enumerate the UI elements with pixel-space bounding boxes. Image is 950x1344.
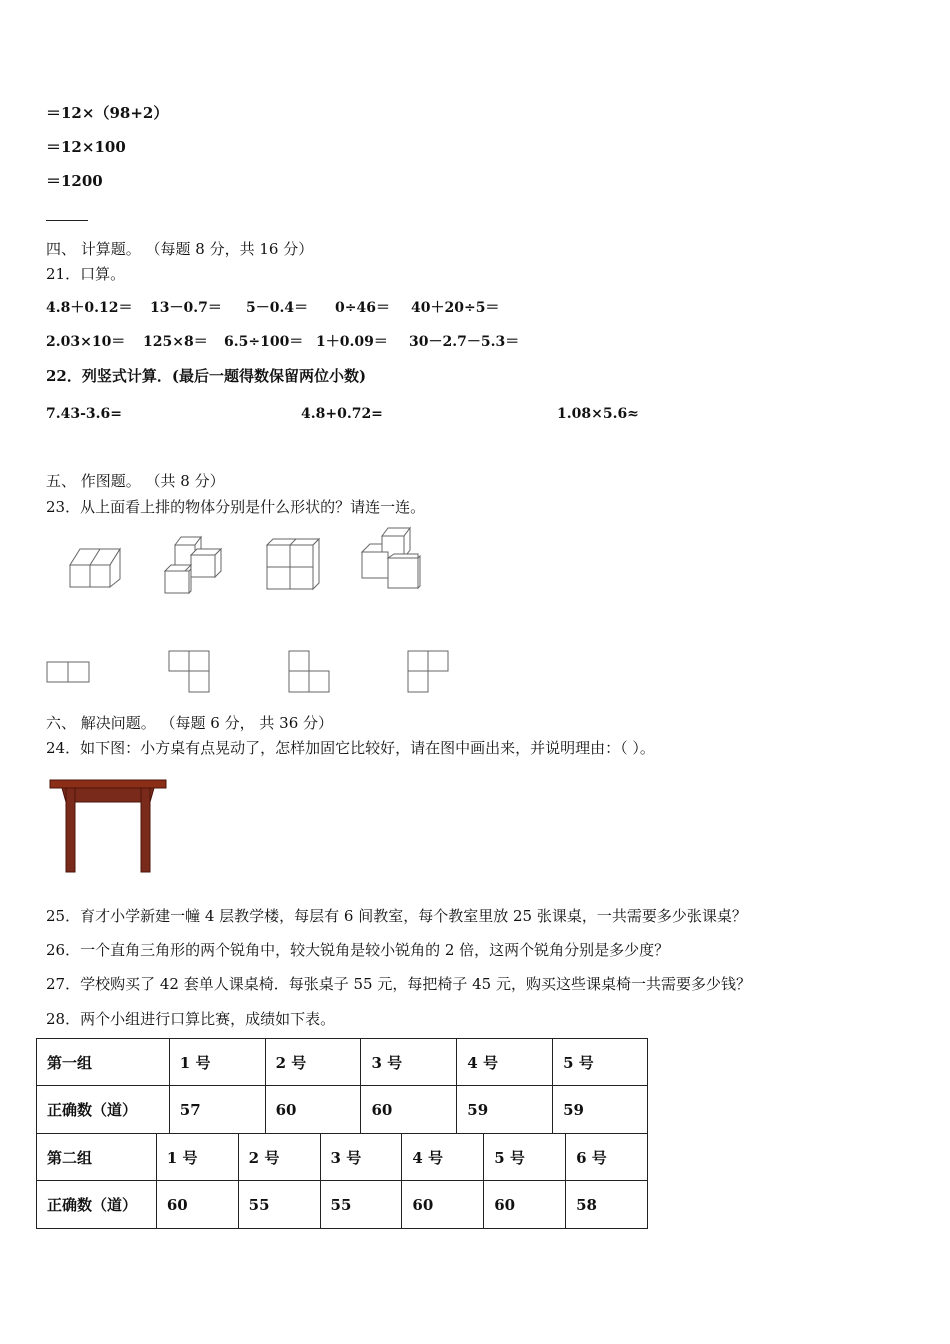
top-view-4 [404,648,452,696]
table-cell: 59 [553,1086,648,1134]
q28-text: 28．两个小组进行口算比赛，成绩如下表。 [46,1010,336,1028]
cube-figure-3 [263,535,321,593]
table-cell: 60 [484,1181,566,1229]
q21-item: 5－0.4＝ [246,300,309,316]
cube-figure-2 [161,533,225,595]
q22-item: 7.43-3.6= [46,406,122,422]
table-cell: 正确数（道） [37,1181,157,1229]
table-cell: 1 号 [169,1039,265,1086]
q21-item: 13－0.7＝ [150,300,222,316]
q21-item: 125×8＝ [143,334,208,350]
table-cell: 6 号 [566,1134,648,1181]
q25-text: 25．育才小学新建一幢 4 层教学楼，每层有 6 间教室，每个教室里放 25 张课桌，一共需要多少张课桌？ [46,907,747,925]
table-cell: 55 [320,1181,402,1229]
section-6-heading: 六、 解决问题。 （每题 6 分， 共 36 分） [46,714,334,732]
top-view-1 [46,660,92,686]
separator-dash [46,220,88,221]
q21-item: 6.5÷100＝ [224,334,304,350]
table-cell: 60 [265,1086,361,1134]
q27-text: 27．学校购买了 42 套单人课桌椅．每张桌子 55 元，每把椅子 45 元，购买这些课桌椅一共需要多少钱？ [46,975,751,993]
q21-item: 40＋20÷5＝ [411,300,500,316]
q22-item: 4.8+0.72= [301,406,383,422]
table-cell: 57 [169,1086,265,1134]
table-cell: 3 号 [320,1134,402,1181]
q21-item: 2.03×10＝ [46,334,126,350]
table-cell: 5 号 [553,1039,648,1086]
table-cell: 4 号 [457,1039,553,1086]
cube-figure-4 [358,526,424,592]
table-cell: 第一组 [37,1039,170,1086]
table-cell: 3 号 [361,1039,457,1086]
table-cell: 59 [457,1086,553,1134]
score-table-group1 [36,1038,648,1134]
wooden-table-image [48,778,170,874]
q21-item: 30－2.7－5.3＝ [409,334,520,350]
q21-title: 21．口算。 [46,265,126,283]
table-cell: 1 号 [156,1134,238,1181]
table-row [37,1039,648,1086]
section-4-heading: 四、 计算题。 （每题 8 分，共 16 分） [46,240,314,258]
step-line-1: ＝12×（98+2） [46,104,169,122]
table-cell: 60 [402,1181,484,1229]
table-cell: 55 [238,1181,320,1229]
table-row [37,1181,648,1229]
step-line-3: ＝1200 [46,172,103,190]
q26-text: 26．一个直角三角形的两个锐角中，较大锐角是较小锐角的 2 倍，这两个锐角分别是多少度？ [46,941,670,959]
cube-figure-1 [66,545,126,590]
q21-item: 1＋0.09＝ [316,334,388,350]
q21-item: 0÷46＝ [335,300,390,316]
table-row [37,1086,648,1134]
table-cell: 正确数（道） [37,1086,170,1134]
table-cell: 60 [156,1181,238,1229]
q22-title: 22．列竖式计算．(最后一题得数保留两位小数) [46,367,367,385]
table-cell: 2 号 [265,1039,361,1086]
table-cell: 58 [566,1181,648,1229]
top-view-2 [165,648,211,696]
q24-text: 24．如下图：小方桌有点晃动了，怎样加固它比较好，请在图中画出来，并说明理由：（ ）。 [46,739,655,757]
table-row [37,1134,648,1181]
top-view-3 [285,648,333,696]
table-cell: 5 号 [484,1134,566,1181]
table-cell: 第二组 [37,1134,157,1181]
table-cell: 60 [361,1086,457,1134]
score-table-group2 [36,1133,648,1229]
q22-item: 1.08×5.6≈ [557,406,639,422]
step-line-2: ＝12×100 [46,138,126,156]
table-cell: 2 号 [238,1134,320,1181]
q21-item: 4.8＋0.12＝ [46,300,133,316]
section-5-heading: 五、 作图题。 （共 8 分） [46,472,225,490]
q23-title: 23．从上面看上排的物体分别是什么形状的？请连一连。 [46,498,426,516]
table-cell: 4 号 [402,1134,484,1181]
